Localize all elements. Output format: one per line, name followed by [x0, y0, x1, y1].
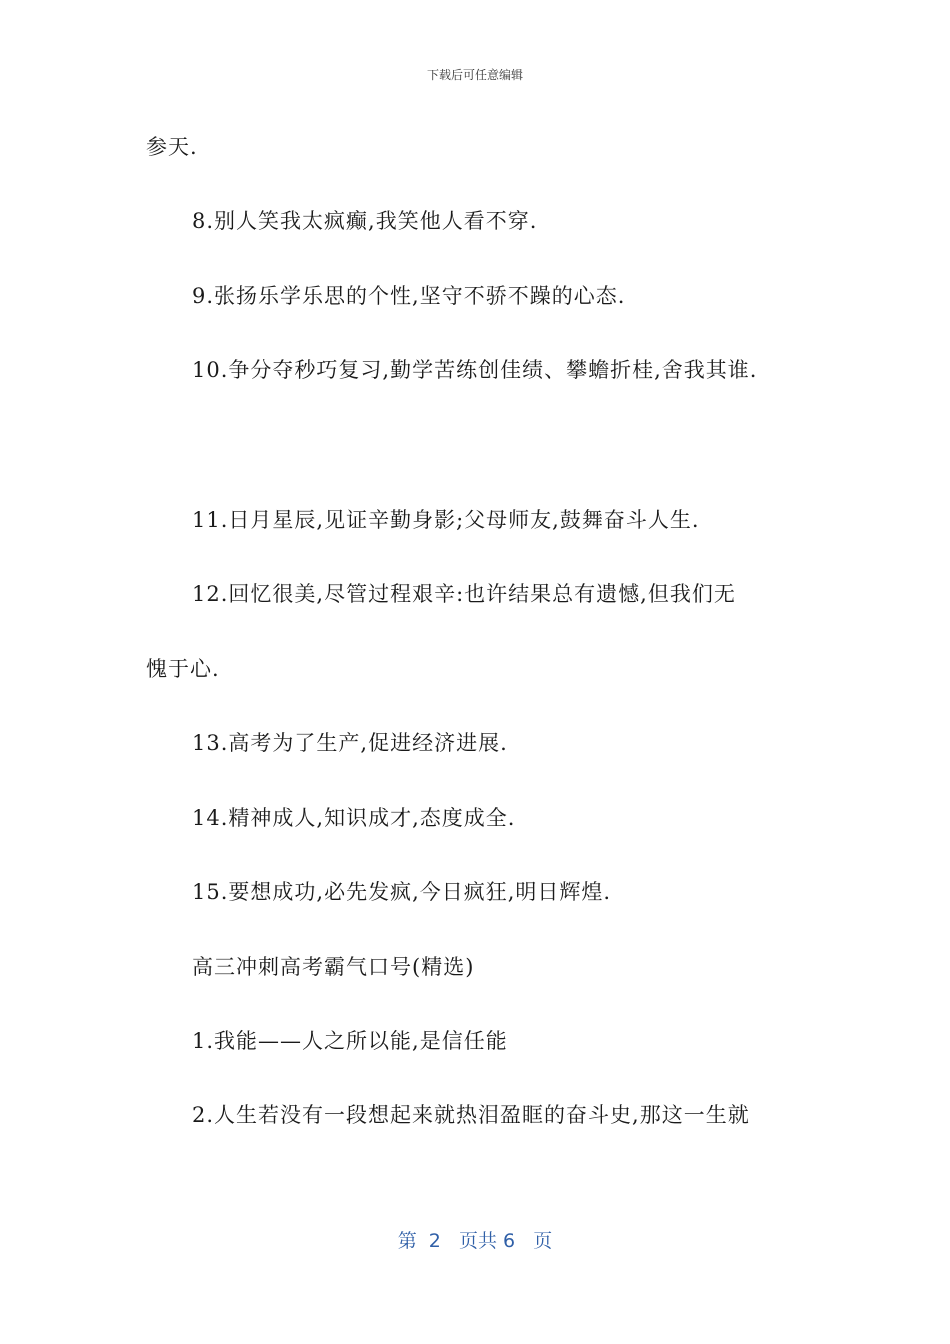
text-line: 14.精神成人,知识成才,态度成全.	[192, 806, 516, 830]
text-line: 参天.	[146, 135, 198, 159]
text-line: 12.回忆很美,尽管过程艰辛:也许结果总有遗憾,但我们无	[192, 582, 736, 606]
text-line: 9.张扬乐学乐思的个性,坚守不骄不躁的心态.	[192, 284, 626, 308]
text-line: 1.我能——人之所以能,是信任能	[192, 1029, 508, 1053]
page-footer: 第 2 页共 6 页	[397, 1230, 553, 1252]
text-line: 愧于心.	[146, 657, 220, 681]
text-line: 11.日月星辰,见证辛勤身影;父母师友,鼓舞奋斗人生.	[192, 508, 700, 532]
text-line: 8.别人笑我太疯癫,我笑他人看不穿.	[192, 209, 538, 233]
text-line: 2.人生若没有一段想起来就热泪盈眶的奋斗史,那这一生就	[192, 1103, 750, 1127]
text-line: 10.争分夺秒巧复习,勤学苦练创佳绩、攀蟾折桂,舍我其谁.	[192, 358, 758, 382]
page-header: 下载后可任意编辑	[426, 68, 523, 82]
text-line: 15.要想成功,必先发疯,今日疯狂,明日辉煌.	[192, 880, 612, 904]
section-heading: 高三冲刺高考霸气口号(精选)	[192, 955, 475, 979]
text-line: 13.高考为了生产,促进经济进展.	[192, 731, 508, 755]
